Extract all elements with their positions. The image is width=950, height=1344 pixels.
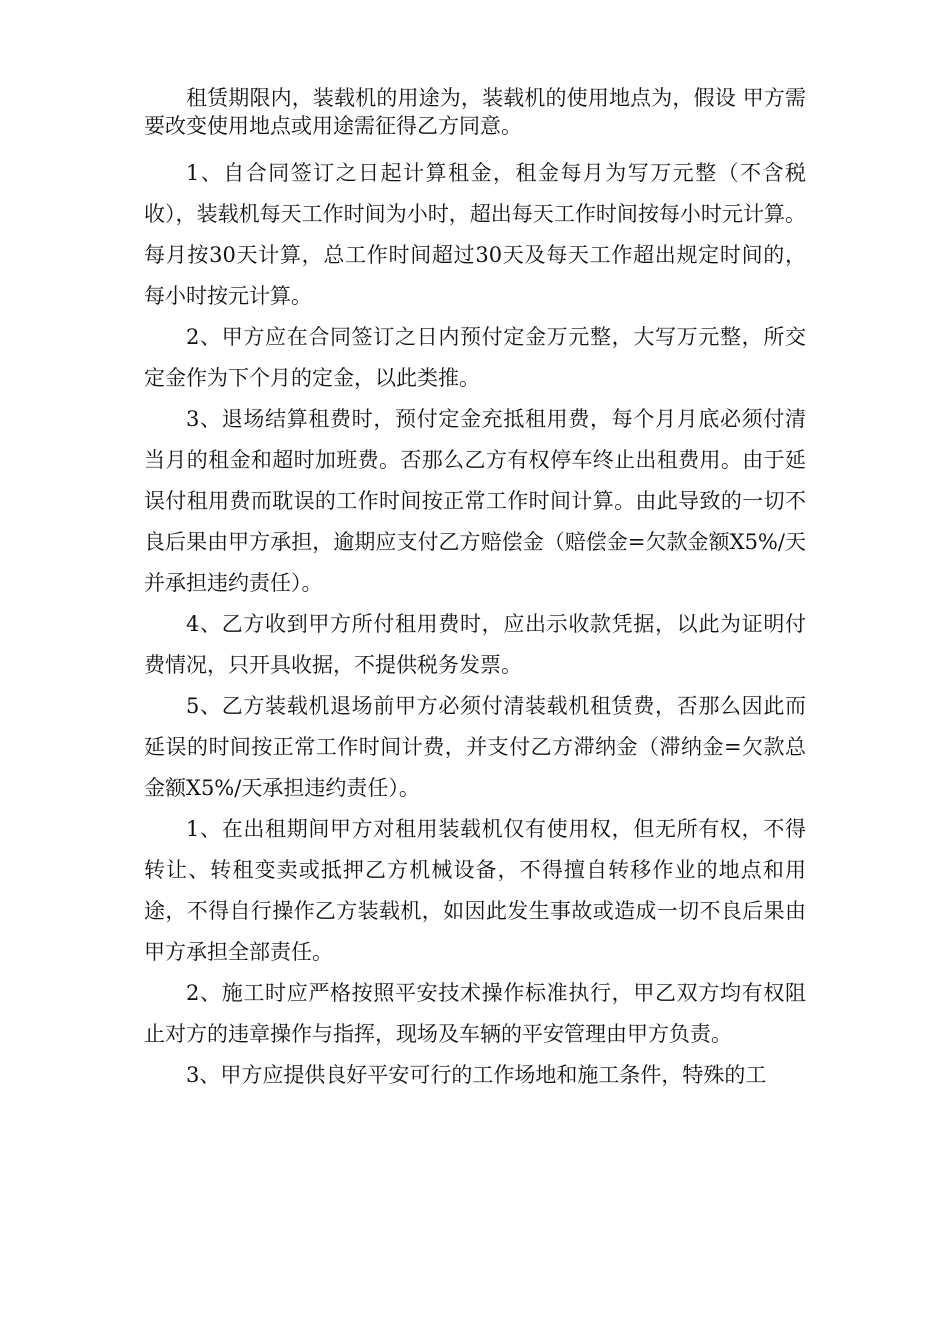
paragraph-usage-rights: 1、在出租期间甲方对租用装载机仅有使用权，但无所有权，不得转让、转租变卖或抵押乙方机械设备，不得擅自转移作业的地点和用途，不得自行操作乙方装载机，如因此发生事故或造成一切不良后果由甲方承担全部责任。 xyxy=(144,817,806,964)
document-body xyxy=(144,84,806,1096)
paragraph-site-conditions: 3、甲方应提供良好平安可行的工作场地和施工条件，特殊的工 xyxy=(186,1063,767,1087)
paragraph-usage: 租赁期限内，装载机的用途为，装载机的使用地点为，假设 甲方需要改变使用地点或用途需征得乙方同意。 xyxy=(144,86,806,138)
paragraph-settlement: 3、退场结算租费时，预付定金充抵租用费，每个月月底必须付清当月的租金和超时加班费。否那么乙方有权停车终止出租费用。由于延误付租用费而耽误的工作时间按正常工作时间计算。由此导致的一切不良后果由甲方承担，逾期应支付乙方赔偿金（赔偿金=欠款金额X5%/天并承担违约责任）。 xyxy=(144,407,806,595)
paragraph-rent-calculation: 1、自合同签订之日起计算租金，租金每月为写万元整（不含税收），装载机每天工作时间为小时，超出每天工作时间按每小时元计算。每月按30天计算，总工作时间超过30天及每天工作超出规定时间的，每小时按元计算。 xyxy=(144,161,806,308)
paragraph-late-fee: 5、乙方装载机退场前甲方必须付清装载机租赁费，否那么因此而延误的时间按正常工作时间计费，并支付乙方滞纳金（滞纳金=欠款总金额X5%/天承担违约责任）。 xyxy=(144,694,806,800)
paragraph-safety: 2、施工时应严格按照平安技术操作标准执行，甲乙双方均有权阻止对方的违章操作与指挥，现场及车辆的平安管理由甲方负责。 xyxy=(144,981,806,1046)
paragraph-receipt: 4、乙方收到甲方所付租用费时，应出示收款凭据，以此为证明付费情况，只开具收据，不提供税务发票。 xyxy=(144,612,806,677)
paragraph-deposit: 2、甲方应在合同签订之日内预付定金万元整，大写万元整，所交定金作为下个月的定金，以此类推。 xyxy=(144,325,806,390)
